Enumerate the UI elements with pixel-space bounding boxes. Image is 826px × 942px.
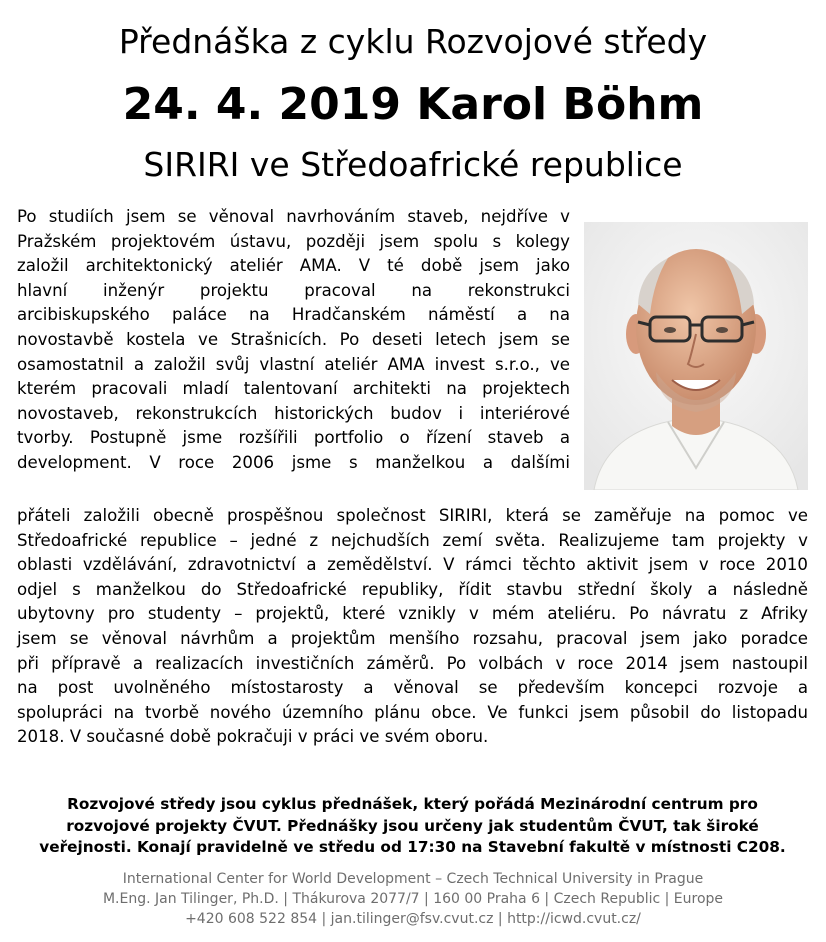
topic-title: SIRIRI ve Středoafrické republice	[143, 145, 683, 184]
body-line: přáteli založili obecně prospěšnou společnost SIRIRI, která se zaměřuje na pomoc ve	[17, 506, 808, 525]
body-line: jsem se věnoval návrhům a projektům menšího rozsahu, pracoval jsem jako poradce	[17, 628, 808, 648]
bio-line: Pražském projektovém ústavu, později jsem spolu s kolegy	[17, 231, 570, 251]
bio-line: hlavní inženýr projektu pracoval na rekonstrukci	[17, 280, 570, 300]
portrait-illustration	[584, 222, 808, 490]
bio-line: novostaveb, rekonstrukcích historických budov i interiérové	[17, 403, 570, 423]
body-line: 2018. V současné době pokračuji v práci ve svém oboru.	[17, 727, 489, 747]
body-line: při přípravě a realizacích investičních záměrů. Po volbách v roce 2014 jsem nastoupil	[17, 653, 808, 673]
bio-line: tvorby. Postupně jsme rozšířili portfolio o řízení staveb a	[17, 428, 570, 448]
body-line: na post uvolněného místostarosty a věnoval se především koncepci rozvoje a	[17, 678, 808, 698]
body-line: oblasti vzdělávání, zdravotnictví a zemědělství. V rámci těchto aktivit jsem v roce 2010	[17, 555, 808, 575]
footer-contacts: +420 608 522 854 | jan.tilinger@fsv.cvut.cz | http://icwd.cvut.cz/	[185, 911, 641, 927]
bio-line: Po studiích jsem se věnoval navrhováním staveb, nejdříve v	[17, 207, 570, 226]
speaker-portrait	[584, 222, 808, 490]
bio-line: novostavbě kostela ve Strašnicích. Po deseti letech jsem se	[17, 329, 570, 349]
contact-footer	[0, 869, 826, 929]
body-line: odjel s manželkou do Středoafrické republiky, řídit stavbu střední školy a následně	[17, 579, 808, 599]
body-line: Středoafrické republice – jedné z nejchudších zemí světa. Realizujeme tam projekty v	[17, 530, 808, 550]
bio-paragraph-start	[17, 205, 570, 476]
date-speaker-title: 24. 4. 2019 Karol Böhm	[122, 79, 704, 130]
notice-line: rozvojové projekty ČVUT. Přednášky jsou určeny jak studentům ČVUT, tak široké	[66, 816, 759, 835]
body-line: ubytovny pro studenty – projektů, které vznikly v mém ateliéru. Po návratu z Afriky	[17, 604, 808, 624]
footer-address: M.Eng. Jan Tilinger, Ph.D. | Thákurova 2077/7 | 160 00 Praha 6 | Czech Republic | Europe	[102, 891, 724, 907]
bio-paragraph-continued	[17, 504, 808, 750]
bio-line: založil architektonický ateliér AMA. V té době jsem jako	[17, 256, 570, 276]
bio-line: development. V roce 2006 jsme s manželkou a dalšími	[17, 452, 570, 472]
series-title: Přednáška z cyklu Rozvojové středy	[118, 22, 708, 61]
bio-line: osamostatnil a založil svůj vlastní ateliér AMA invest s.r.o., ve	[17, 354, 570, 374]
bio-line: kterém pracovali mladí talentovaní architekti na projektech	[17, 379, 570, 399]
notice-line: veřejnosti. Konají pravidelně ve středu od 17:30 na Stavební fakultě v místnosti C208.	[39, 838, 786, 856]
notice-line: Rozvojové středy jsou cyklus přednášek, který pořádá Mezinárodní centrum pro	[67, 795, 758, 813]
footer-organization: International Center for World Development – Czech Technical University in Prague	[122, 871, 704, 887]
body-line: spolupráci na tvorbě nového územního plánu obce. Ve funkci jsem působil do listopadu	[17, 702, 808, 722]
bio-line: arcibiskupského paláce na Hradčanském náměstí a na	[17, 305, 570, 325]
series-notice	[17, 794, 808, 859]
